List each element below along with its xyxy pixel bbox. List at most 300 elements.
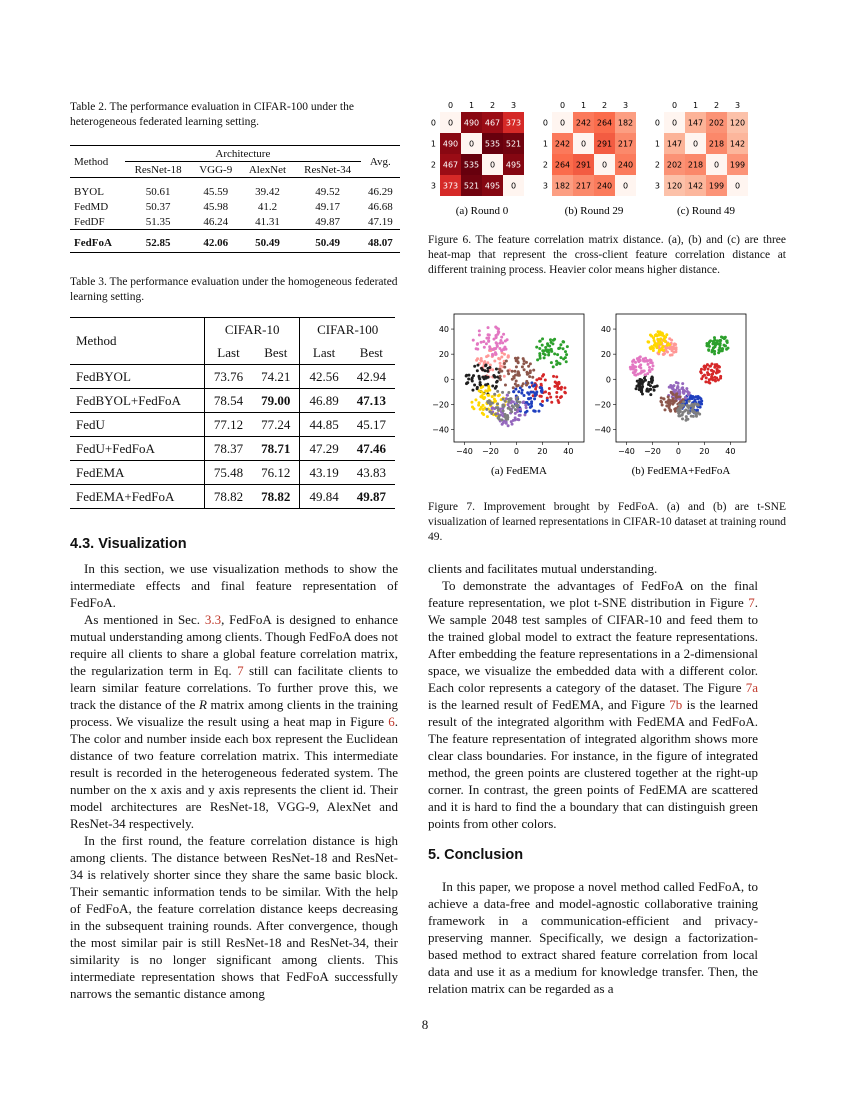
tsne-point: [541, 349, 544, 352]
tsne-point: [718, 339, 721, 342]
x-tick-label: −40: [617, 447, 635, 456]
table-row: [70, 413, 395, 437]
heatmap-value: 0: [671, 118, 678, 128]
tsne-point: [538, 352, 541, 355]
tsne-point: [507, 354, 510, 357]
tsne-point: [474, 398, 477, 401]
tsne-point: [496, 390, 499, 393]
tsne-point: [719, 342, 722, 345]
tsne-point: [691, 395, 694, 398]
t3-cell: 49.84: [300, 485, 348, 509]
tsne-point: [689, 396, 692, 399]
table2: [70, 145, 400, 253]
tsne-label: (b) FedEMA+FedFoA: [631, 465, 731, 477]
t3-sub: Best: [359, 344, 383, 360]
sec43-body: [70, 560, 398, 1002]
text-run: is the learned result of FedEMA, and Figure: [428, 697, 670, 712]
t3-cell: 78.54: [204, 389, 252, 413]
tsne-point: [550, 350, 553, 353]
heatmap-value: 490: [442, 139, 459, 149]
t2-cell: 46.68: [367, 200, 393, 213]
tsne-point: [662, 353, 665, 356]
tsne-point: [505, 359, 508, 362]
heatmap-value: 217: [617, 139, 634, 149]
paragraph: [428, 577, 758, 832]
figure-ref-link[interactable]: 7b: [669, 697, 683, 712]
tsne-point: [686, 405, 689, 408]
tsne-point: [716, 342, 719, 345]
table-row: [70, 184, 400, 199]
t3-cell: 47.29: [300, 437, 348, 461]
tsne-point: [700, 368, 703, 371]
tsne-point: [484, 364, 487, 367]
heatmap-y-tick: 0: [654, 118, 660, 128]
tsne-point: [495, 367, 498, 370]
tsne-point: [715, 363, 718, 366]
tsne-point: [555, 391, 558, 394]
tsne-point: [495, 341, 498, 344]
tsne-point: [649, 393, 652, 396]
figure-ref-link[interactable]: 6: [388, 714, 395, 729]
tsne-point: [671, 387, 674, 390]
tsne-point: [564, 356, 567, 359]
heatmap-value: 535: [484, 139, 501, 149]
tsne-point: [525, 384, 528, 387]
heatmap-value: 0: [622, 181, 629, 191]
tsne-point: [648, 370, 651, 373]
heatmap-y-tick: 3: [654, 181, 660, 191]
t2-cell: 47.19: [367, 215, 393, 228]
t3-cell: 78.82: [261, 488, 291, 504]
t2-cell: 46.24: [203, 215, 229, 228]
tsne-point: [484, 389, 487, 392]
tsne-point: [503, 353, 506, 356]
t2-method: BYOL: [74, 185, 104, 198]
tsne-point: [515, 398, 518, 401]
tsne-point: [672, 393, 675, 396]
tsne-point: [510, 420, 513, 423]
tsne-point: [647, 340, 650, 343]
heatmap-value: 0: [713, 160, 720, 170]
tsne-point: [487, 354, 490, 357]
tsne-point: [566, 345, 569, 348]
tsne-point: [703, 368, 706, 371]
tsne-point: [641, 370, 644, 373]
tsne-point: [562, 347, 565, 350]
tsne-point: [523, 359, 526, 362]
tsne-point: [491, 402, 494, 405]
heatmap-y-tick: 3: [542, 181, 548, 191]
tsne-point: [513, 370, 516, 373]
tsne-point: [550, 361, 553, 364]
tsne-point: [550, 401, 553, 404]
tsne-point: [520, 392, 523, 395]
heatmap-value: 535: [463, 160, 480, 170]
heatmap-value: 0: [601, 160, 608, 170]
tsne-point: [501, 341, 504, 344]
tsne-point: [499, 362, 502, 365]
tsne-point: [671, 400, 674, 403]
heatmap-value: 0: [580, 139, 587, 149]
heatmap-value: 490: [463, 118, 480, 128]
tsne-point: [525, 380, 528, 383]
t3-cell: 78.71: [261, 440, 291, 456]
heatmap-value: 218: [708, 139, 725, 149]
y-tick-label: 0: [443, 375, 449, 385]
heatmap-value: 0: [559, 118, 566, 128]
t3-cell: 47.13: [356, 392, 386, 408]
tsne-point: [494, 326, 497, 329]
tsne-point: [480, 341, 483, 344]
heatmap-value: 264: [596, 118, 613, 128]
table2-caption: Table 2. The performance evaluation in CIFAR-100 under the heterogeneous federated learning setting.: [70, 101, 354, 128]
t3-cell: 42.94: [356, 368, 386, 384]
tsne-point: [530, 400, 533, 403]
tsne-point: [491, 384, 494, 387]
tsne-point: [546, 350, 549, 353]
tsne-point: [476, 386, 479, 389]
tsne-point: [710, 369, 713, 372]
t2-header-method: Method: [74, 155, 109, 168]
tsne-point: [506, 394, 509, 397]
heatmap-y-tick: 3: [430, 181, 436, 191]
tsne-point: [706, 373, 709, 376]
heatmap-value: 242: [554, 139, 571, 149]
tsne-point: [502, 398, 505, 401]
tsne-point: [644, 373, 647, 376]
tsne-point: [476, 348, 479, 351]
tsne-point: [646, 372, 649, 375]
section-ref-link[interactable]: 3.3: [204, 612, 222, 627]
tsne-point: [641, 385, 644, 388]
tsne-point: [639, 363, 642, 366]
table-row: [70, 461, 395, 485]
tsne-point: [681, 386, 684, 389]
tsne-point: [506, 416, 509, 419]
tsne-point: [706, 363, 709, 366]
tsne-point: [667, 400, 670, 403]
tsne-point: [563, 391, 566, 394]
heatmap-value: 120: [666, 181, 683, 191]
tsne-point: [528, 375, 531, 378]
t3-cell: 79.00: [261, 392, 291, 408]
tsne-point: [541, 404, 544, 407]
tsne-point: [506, 370, 509, 373]
tsne-point: [489, 364, 492, 367]
tsne-point: [675, 392, 678, 395]
heatmap-y-tick: 1: [542, 139, 548, 149]
y-tick-label: 40: [600, 325, 611, 335]
tsne-point: [488, 345, 491, 348]
tsne-point: [485, 342, 488, 345]
tsne-point: [507, 403, 510, 406]
tsne-point: [541, 344, 544, 347]
tsne-point: [683, 409, 686, 412]
tsne-point: [506, 338, 509, 341]
tsne-point: [548, 344, 551, 347]
tsne-point: [724, 344, 727, 347]
tsne-point: [686, 418, 689, 421]
tsne-point: [496, 406, 499, 409]
tsne-point: [675, 346, 678, 349]
tsne-point: [697, 404, 700, 407]
t3-cell: 44.85: [300, 413, 348, 437]
x-tick-label: −20: [643, 447, 661, 456]
tsne-point: [552, 375, 555, 378]
t2-method: FedMD: [74, 200, 109, 213]
tsne-point: [503, 362, 506, 365]
tsne-point: [501, 391, 504, 394]
tsne-point: [521, 365, 524, 368]
t3-cell: 49.87: [356, 488, 386, 504]
heatmap-value: 0: [510, 181, 517, 191]
tsne-point: [718, 366, 721, 369]
t3-method: FedBYOL+FedFoA: [76, 392, 181, 408]
tsne-point: [548, 387, 551, 390]
tsne-point: [517, 408, 520, 411]
section-heading-visualization: 4.3. Visualization: [70, 536, 187, 552]
tsne-point: [502, 421, 505, 424]
tsne-point: [465, 375, 468, 378]
tsne-point: [698, 396, 701, 399]
figure-ref-link[interactable]: 7a: [745, 680, 758, 695]
tsne-point: [695, 395, 698, 398]
tsne-point: [690, 415, 693, 418]
t3-cell: 43.83: [356, 464, 386, 480]
equation-ref-link[interactable]: 7: [237, 663, 244, 678]
tsne-point: [634, 361, 637, 364]
tsne-point: [717, 351, 720, 354]
math-var: R: [198, 697, 207, 712]
tsne-point: [483, 346, 486, 349]
tsne-point: [707, 348, 710, 351]
tsne-point: [472, 339, 475, 342]
t2-cell: 50.37: [145, 200, 171, 213]
t2-arch: AlexNet: [248, 163, 287, 176]
y-tick-label: −40: [594, 425, 611, 435]
tsne-point: [553, 385, 556, 388]
tsne-point: [480, 386, 483, 389]
tsne-point: [481, 404, 484, 407]
tsne-point: [534, 388, 537, 391]
tsne-point: [676, 386, 679, 389]
t3-cell: 73.76: [204, 365, 252, 389]
tsne-point: [481, 412, 484, 415]
tsne-point: [533, 397, 536, 400]
tsne-point: [551, 342, 554, 345]
tsne-point: [476, 369, 479, 372]
tsne-point: [501, 405, 504, 408]
tsne-point: [482, 340, 485, 343]
t2-cell: 50.61: [145, 185, 171, 198]
tsne-point: [507, 391, 510, 394]
tsne-point: [480, 360, 483, 363]
tsne-point: [695, 412, 698, 415]
tsne-point: [515, 385, 518, 388]
tsne-point: [516, 418, 519, 421]
y-tick-label: 20: [438, 350, 449, 360]
t2-arch: VGG-9: [199, 163, 233, 176]
tsne-point: [713, 336, 716, 339]
figure-ref-link[interactable]: 7: [748, 595, 755, 610]
tsne-point: [661, 404, 664, 407]
tsne-point: [526, 391, 529, 394]
tsne-point: [473, 384, 476, 387]
tsne-point: [487, 340, 490, 343]
tsne-point: [493, 393, 496, 396]
text-run: . We sample 2048 test samples of CIFAR-10 and feed them to the trained global model to extract the feature representations. After embedding the feature representations in a 2-dimensional space, we visualize the embedded data with a different color. Each color represents a category of the dataset. The Figure: [428, 595, 758, 695]
x-tick-label: 40: [725, 447, 736, 456]
tsne-point: [646, 363, 649, 366]
tsne-point: [650, 345, 653, 348]
tsne-point: [471, 389, 474, 392]
tsne-panel: [594, 314, 746, 477]
tsne-point: [535, 346, 538, 349]
tsne-point: [497, 416, 500, 419]
tsne-point: [480, 394, 483, 397]
tsne-point: [557, 399, 560, 402]
tsne-point: [535, 378, 538, 381]
table-row: [70, 214, 400, 230]
tsne-point: [523, 394, 526, 397]
figure6-caption: Figure 6. The feature correlation matrix distance. (a), (b) and (c) are three heat-map that represent the cross-client feature correlation distance at different training process. Heavier color means higher distance.: [428, 234, 786, 276]
tsne-point: [638, 356, 641, 359]
text-run: To demonstrate the advantages of FedFoA on the final feature representation, we plot t-SNE distribution in Figure: [428, 578, 758, 610]
tsne-point: [682, 392, 685, 395]
tsne-point: [503, 366, 506, 369]
tsne-point: [706, 344, 709, 347]
tsne-point: [511, 378, 514, 381]
heatmap-x-tick: 1: [468, 101, 475, 110]
tsne-point: [691, 410, 694, 413]
tsne-point: [500, 418, 503, 421]
tsne-point: [507, 372, 510, 375]
tsne-panel: [432, 314, 584, 477]
tsne-point: [523, 413, 526, 416]
t2-cell: 48.07: [367, 237, 393, 249]
tsne-point: [552, 339, 555, 342]
tsne-point: [493, 376, 496, 379]
heatmap-value: 142: [729, 139, 746, 149]
x-tick-label: 0: [675, 447, 681, 456]
tsne-point: [475, 359, 478, 362]
tsne-point: [629, 367, 632, 370]
tsne-point: [510, 410, 513, 413]
tsne-point: [512, 386, 515, 389]
tsne-point: [685, 415, 688, 418]
t2-header-architecture: Architecture: [125, 146, 361, 162]
tsne-point: [665, 333, 668, 336]
tsne-point: [490, 412, 493, 415]
heatmap-x-tick: 0: [447, 101, 454, 110]
tsne-point: [700, 377, 703, 380]
heatmap-value: 199: [708, 181, 725, 191]
tsne-point: [541, 389, 544, 392]
tsne-point: [499, 339, 502, 342]
t3-header-method: Method: [76, 333, 117, 348]
tsne-point: [549, 338, 552, 341]
tsne-point: [549, 396, 552, 399]
y-tick-label: 0: [605, 375, 611, 385]
t2-cell: 45.98: [203, 200, 229, 213]
tsne-point: [496, 402, 499, 405]
tsne-point: [500, 355, 503, 358]
tsne-point: [517, 374, 520, 377]
tsne-point: [564, 350, 567, 353]
tsne-point: [503, 346, 506, 349]
tsne-point: [680, 406, 683, 409]
tsne-point: [658, 349, 661, 352]
heatmap-value: 147: [687, 118, 704, 128]
tsne-point: [527, 403, 530, 406]
tsne-point: [707, 368, 710, 371]
tsne-point: [700, 399, 703, 402]
tsne-point: [517, 390, 520, 393]
tsne-point: [539, 386, 542, 389]
tsne-point: [515, 358, 518, 361]
tsne-point: [514, 418, 517, 421]
tsne-point: [521, 389, 524, 392]
tsne-point: [643, 377, 646, 380]
t3-cell: 77.12: [204, 413, 252, 437]
tsne-point: [721, 347, 724, 350]
tsne-point: [478, 376, 481, 379]
t3-cell: 74.21: [261, 368, 291, 384]
tsne-point: [559, 356, 562, 359]
tsne-point: [544, 346, 547, 349]
tsne-point: [540, 383, 543, 386]
t3-cell: 43.19: [300, 461, 348, 485]
t2-cell: 50.49: [315, 237, 340, 249]
tsne-point: [664, 347, 667, 350]
heatmap-value: 218: [687, 160, 704, 170]
tsne-point: [514, 374, 517, 377]
t3-cell: 46.89: [300, 389, 348, 413]
conclusion-body: [428, 878, 758, 997]
t2-cell: 49.52: [315, 185, 340, 198]
tsne-point: [480, 390, 483, 393]
t3-method: FedEMA: [76, 464, 125, 480]
heatmap-x-tick: 2: [713, 101, 720, 110]
text-run: . The color and number inside each box represent the Euclidean distance of two feature correlation matrix. This intermediate result is recorded in the heterogeneous federated system. The number on the x axis and y axis represents the client id. Their model architectures are ResNet-18, VGG-9, AlexNet and ResNet-34 respectively.: [70, 714, 398, 831]
tsne-point: [522, 400, 525, 403]
tsne-point: [514, 388, 517, 391]
tsne-point: [487, 394, 490, 397]
tsne-point: [486, 370, 489, 373]
tsne-point: [703, 365, 706, 368]
t3-sub: Last: [300, 341, 348, 365]
tsne-point: [515, 365, 518, 368]
tsne-point: [548, 392, 551, 395]
heatmap-value: 467: [484, 118, 501, 128]
tsne-point: [503, 375, 506, 378]
tsne-point: [514, 408, 517, 411]
tsne-point: [652, 336, 655, 339]
tsne-point: [715, 372, 718, 375]
heatmap-x-tick: 0: [671, 101, 678, 110]
tsne-point: [560, 395, 563, 398]
tsne-point: [465, 382, 468, 385]
tsne-point: [477, 404, 480, 407]
t2-cell: 49.87: [315, 215, 340, 228]
tsne-point: [553, 352, 556, 355]
tsne-point: [662, 339, 665, 342]
t3-cell: 75.48: [204, 461, 252, 485]
table-row: [70, 199, 400, 214]
t2-arch: ResNet-34: [304, 163, 352, 176]
tsne-point: [546, 342, 549, 345]
heatmap-value: 202: [666, 160, 683, 170]
